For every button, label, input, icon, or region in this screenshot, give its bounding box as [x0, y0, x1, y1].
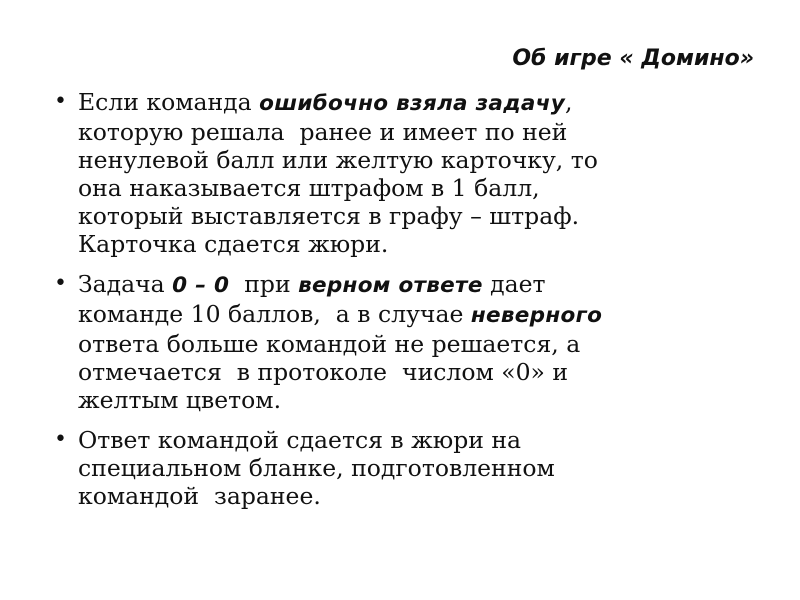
bullet-line	[78, 300, 748, 330]
bullet-line	[78, 230, 748, 258]
body-text: Если команда	[78, 88, 260, 116]
body-text: ненулевой балл или желтую карточку, то	[78, 146, 598, 174]
body-text: командой заранее.	[78, 482, 321, 510]
body-text: которую решала ранее и имеет по ней	[78, 118, 568, 146]
body-text: при	[229, 270, 299, 298]
bullet-dot-icon: •	[54, 271, 67, 296]
emphasized-text: верном ответе	[298, 273, 483, 298]
body-text: отмечается в протоколе числом «0» и	[78, 358, 569, 386]
bullet-line	[78, 88, 748, 118]
emphasized-text: 0 – 0	[172, 273, 230, 298]
bullet-line	[78, 482, 748, 510]
bullet-dot-icon: •	[54, 89, 67, 114]
body-text: дает	[482, 270, 546, 298]
bullet-line	[78, 358, 748, 386]
emphasized-text: неверного	[470, 303, 603, 328]
body-text: ответа больше командой не решается, а	[78, 330, 581, 358]
bullet-line	[78, 454, 748, 482]
bullet-dot-icon: •	[54, 427, 67, 452]
body-text: она наказывается штрафом в 1 балл,	[78, 174, 540, 202]
body-text: Ответ командой сдается в жюри на	[78, 426, 522, 454]
body-text: Задача	[78, 270, 173, 298]
body-text: ,	[565, 88, 573, 116]
emphasized-text: ошибочно взяла задачу	[259, 91, 566, 116]
bullet-line	[78, 330, 748, 358]
body-text: специальном бланке, подготовленном	[78, 454, 555, 482]
bullet-line	[78, 426, 748, 454]
body-text: Карточка сдается жюри.	[78, 230, 389, 258]
slide-title: Об игре « Домино»	[512, 46, 754, 71]
bullet-list	[48, 88, 748, 522]
body-text: команде 10 баллов, а в случае	[78, 300, 471, 328]
bullet-line	[78, 386, 748, 414]
bullet-item	[48, 88, 748, 258]
bullet-line	[78, 202, 748, 230]
bullet-line	[78, 174, 748, 202]
body-text: который выставляется в графу – штраф.	[78, 202, 580, 230]
bullet-line	[78, 146, 748, 174]
body-text: желтым цветом.	[78, 386, 282, 414]
bullet-line	[78, 118, 748, 146]
bullet-line	[78, 270, 748, 300]
bullet-item	[48, 270, 748, 414]
bullet-item	[48, 426, 748, 510]
